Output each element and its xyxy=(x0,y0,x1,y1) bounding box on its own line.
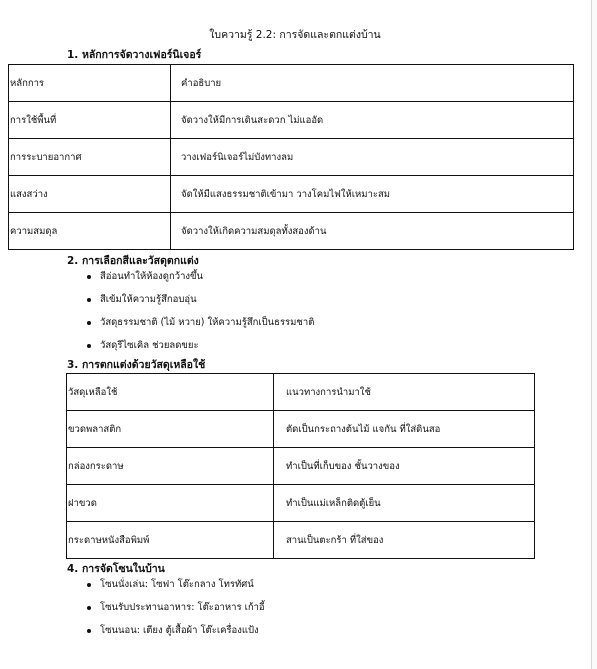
table-row xyxy=(9,213,574,250)
table-row xyxy=(67,448,535,485)
table-header-cell: แนวทางการนำมาใช้ xyxy=(274,374,535,411)
document-title: ใบความรู้ 2.2: การจัดและตกแต่งบ้าน xyxy=(209,29,381,41)
table-cell: ความสมดุล xyxy=(9,213,171,250)
section-heading-recycled: 3. การตกแต่งด้วยวัสดุเหลือใช้ xyxy=(67,359,206,371)
table-cell: สานเป็นตะกร้า ที่ใส่ของ xyxy=(274,522,535,559)
list-item: วัสดุรีไซเคิล ช่วยลดขยะ xyxy=(84,339,314,362)
table-cell: จัดให้มีแสงธรรมชาติเข้ามา วางโคมไฟให้เหมาะสม xyxy=(171,176,574,213)
table-row xyxy=(9,65,574,102)
scrollbar-track[interactable] xyxy=(591,0,597,669)
table-cell: ทำเป็นที่เก็บของ ชั้นวางของ xyxy=(274,448,535,485)
table-header-cell: วัสดุเหลือใช้ xyxy=(67,374,274,411)
table-cell: กระดาษหนังสือพิมพ์ xyxy=(67,522,274,559)
table-cell: วางเฟอร์นิเจอร์ไม่บังทางลม xyxy=(171,139,574,176)
table-cell: ขวดพลาสติก xyxy=(67,411,274,448)
list-item: โซนนั่งเล่น: โซฟา โต๊ะกลาง โทรทัศน์ xyxy=(84,578,265,601)
list-item: สีอ่อนทำให้ห้องดูกว้างขึ้น xyxy=(84,270,314,293)
colors-list xyxy=(84,270,314,362)
recycled-materials-table xyxy=(66,373,535,559)
table-cell: การระบายอากาศ xyxy=(9,139,171,176)
zones-list xyxy=(84,578,265,647)
table-cell: จัดวางให้มีการเดินสะดวก ไม่แออัด xyxy=(171,102,574,139)
list-item: โซนรับประทานอาหาร: โต๊ะอาหาร เก้าอี้ xyxy=(84,601,265,624)
furniture-principles-table xyxy=(8,64,574,250)
table-row xyxy=(9,102,574,139)
table-row xyxy=(9,139,574,176)
section-heading-zones: 4. การจัดโซนในบ้าน xyxy=(67,563,165,575)
table-cell: จัดวางให้เกิดความสมดุลทั้งสองด้าน xyxy=(171,213,574,250)
table-cell: ตัดเป็นกระถางต้นไม้ แจกัน ที่ใส่ดินสอ xyxy=(274,411,535,448)
table-header-cell: คำอธิบาย xyxy=(171,65,574,102)
table-row xyxy=(9,176,574,213)
list-item: วัสดุธรรมชาติ (ไม้ หวาย) ให้ความรู้สึกเป็นธรรมชาติ xyxy=(84,316,314,339)
table-row xyxy=(67,485,535,522)
table-row xyxy=(67,411,535,448)
table-row xyxy=(67,522,535,559)
section-heading-colors: 2. การเลือกสีและวัสดุตกแต่ง xyxy=(67,255,199,267)
section-heading-furniture: 1. หลักการจัดวางเฟอร์นิเจอร์ xyxy=(67,49,202,61)
table-cell: การใช้พื้นที่ xyxy=(9,102,171,139)
table-cell: แสงสว่าง xyxy=(9,176,171,213)
table-header-cell: หลักการ xyxy=(9,65,171,102)
table-cell: ฝาขวด xyxy=(67,485,274,522)
table-cell: กล่องกระดาษ xyxy=(67,448,274,485)
table-cell: ทำเป็นแม่เหล็กติดตู้เย็น xyxy=(274,485,535,522)
list-item: สีเข้มให้ความรู้สึกอบอุ่น xyxy=(84,293,314,316)
list-item: โซนนอน: เตียง ตู้เสื้อผ้า โต๊ะเครื่องแป้ง xyxy=(84,624,265,647)
table-row xyxy=(67,374,535,411)
